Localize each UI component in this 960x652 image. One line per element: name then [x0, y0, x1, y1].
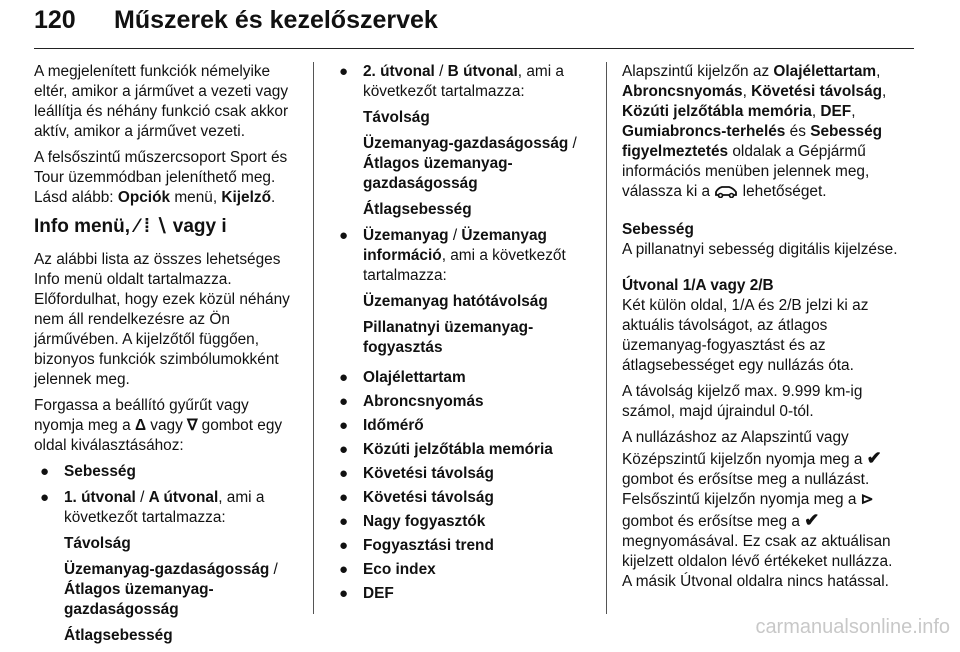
subheading: Útvonal 1/A vagy 2/B — [622, 277, 774, 294]
column-divider-2 — [606, 62, 607, 614]
paragraph: Előfordulhat, hogy ezek közül néhány nem áll rendelkezésre az Ön járművében. A kijelzőtől függően, bizonyos funkciók szimbólumokként jelennek meg. — [34, 291, 290, 388]
bullet: ● — [40, 463, 50, 480]
page-header — [34, 6, 914, 48]
triangle-down-icon: ∇ — [187, 417, 198, 434]
sub-item: Távolság — [64, 535, 131, 552]
column-divider-1 — [313, 62, 314, 614]
subheading: Sebesség — [622, 221, 694, 238]
bullet: ● — [339, 417, 349, 434]
paragraph: Az alábbi lista az összes lehetséges Info menü oldalt tartalmazza. — [34, 251, 281, 288]
sub-item: Üzemanyag-gazdaságosság / Átlagos üzemanyag-gazdaságosság — [363, 135, 577, 192]
list-item: ● Követési távolság — [339, 489, 494, 506]
list-item: ● Közúti jelzőtábla memória — [339, 441, 553, 458]
bullet: ● — [339, 561, 349, 578]
list-item: ● 1. útvonal / A útvonal, ami a következőt tartalmazza: — [40, 489, 265, 526]
sub-item: Átlagsebesség — [363, 201, 472, 218]
section-heading: Info menü, ⁄ ⁞ ∖ vagy i — [34, 216, 227, 237]
list-item: ● Abroncsnyomás — [339, 393, 484, 410]
sub-item: Üzemanyag hatótávolság — [363, 293, 548, 310]
paragraph: A nullázáshoz az Alapszintű vagy Középszintű kijelzőn nyomja meg a ✔ gombot és erősítse meg a nullázást. Felsőszintű kijelzőn nyomja meg a ⊳ gombot és erősítse meg a ✔ megnyomásával. Ez csak az aktuálisan kijelzett oldalon lévő értékeket nullázza. A másik Útvonal oldalra nincs hatással. — [622, 429, 893, 590]
bullet: ● — [339, 393, 349, 410]
paragraph: Forgassa a beállító gyűrűt vagy nyomja meg a Δ vagy ∇ gombot egy oldal kiválasztásához: — [34, 397, 283, 454]
list-item: ● Eco index — [339, 561, 436, 578]
watermark: carmanualsonline.info — [755, 616, 950, 638]
list-item: ● Üzemanyag / Üzemanyag információ, ami a következőt tartalmazza: — [339, 227, 566, 284]
info-display-icon: ⁄ ⁞ ∖ — [135, 216, 168, 237]
bullet: ● — [339, 227, 349, 244]
paragraph: A felsőszintű műszercsoport Sport és Tour üzemmódban jeleníthető meg. Lásd alább: Opciók menü, Kijelző. — [34, 149, 288, 206]
list-item: ● 2. útvonal / B útvonal, ami a következőt tartalmazza: — [339, 63, 564, 100]
paragraph: A megjelenített funkciók némelyike eltér, amikor a járművet a vezeti vagy leállítja és néhány funkció csak akkor aktív, amikor a járművet vezeti. — [34, 63, 289, 140]
check-icon: ✔ — [804, 510, 820, 530]
play-icon: ⊳ — [860, 491, 874, 508]
sub-item: Üzemanyag-gazdaságosság / Átlagos üzemanyag-gazdaságosság — [64, 561, 278, 618]
page-number: 120 — [34, 6, 76, 34]
list-item: ● Fogyasztási trend — [339, 537, 494, 554]
triangle-up-icon: Δ — [134, 417, 147, 434]
column-1 — [34, 62, 302, 652]
bullet: ● — [339, 585, 349, 602]
check-icon: ✔ — [866, 448, 882, 468]
car-icon — [714, 184, 738, 204]
list-item: ● Nagy fogyasztók — [339, 513, 486, 530]
bullet: ● — [339, 63, 349, 80]
info-icon: i — [221, 216, 227, 237]
bullet: ● — [339, 537, 349, 554]
list-item: ● Követési távolság — [339, 465, 494, 482]
list-item: ● Olajélettartam — [339, 369, 466, 386]
bullet: ● — [339, 489, 349, 506]
page-title: Műszerek és kezelőszervek — [114, 6, 438, 34]
column-3 — [622, 62, 904, 598]
bullet: ● — [339, 441, 349, 458]
list-item: ● Időmérő — [339, 417, 424, 434]
sub-item: Átlagsebesség — [64, 627, 173, 644]
bullet: ● — [339, 465, 349, 482]
bullet: ● — [40, 489, 50, 506]
paragraph: A pillanatnyi sebesség digitális kijelzése. — [622, 241, 898, 258]
paragraph: Alapszintű kijelzőn az Olajélettartam, Abroncsnyomás, Követési távolság, Közúti jelzőtábla memória, DEF, Gumiabroncs-terhelés és Sebesség figyelmeztetés oldalak a Gépjármű információs menüben jelennek meg, válassza ki a lehetőséget. — [622, 62, 904, 204]
sub-item: Távolság — [363, 109, 430, 126]
header-divider — [34, 48, 914, 49]
paragraph: A távolság kijelző max. 9.999 km-ig számol, majd újraindul 0-tól. — [622, 383, 863, 420]
list-item: ● DEF — [339, 585, 394, 602]
list-item: ● Sebesség — [40, 463, 136, 480]
bullet: ● — [339, 369, 349, 386]
bullet: ● — [339, 513, 349, 530]
paragraph: Két külön oldal, 1/A és 2/B jelzi ki az aktuális távolságot, az átlagos üzemanyag-fogyasztást és az átlagsebességet egy nullázás óta. — [622, 297, 869, 374]
sub-item: Pillanatnyi üzemanyag-fogyasztás — [363, 319, 534, 356]
column-2 — [333, 62, 595, 608]
